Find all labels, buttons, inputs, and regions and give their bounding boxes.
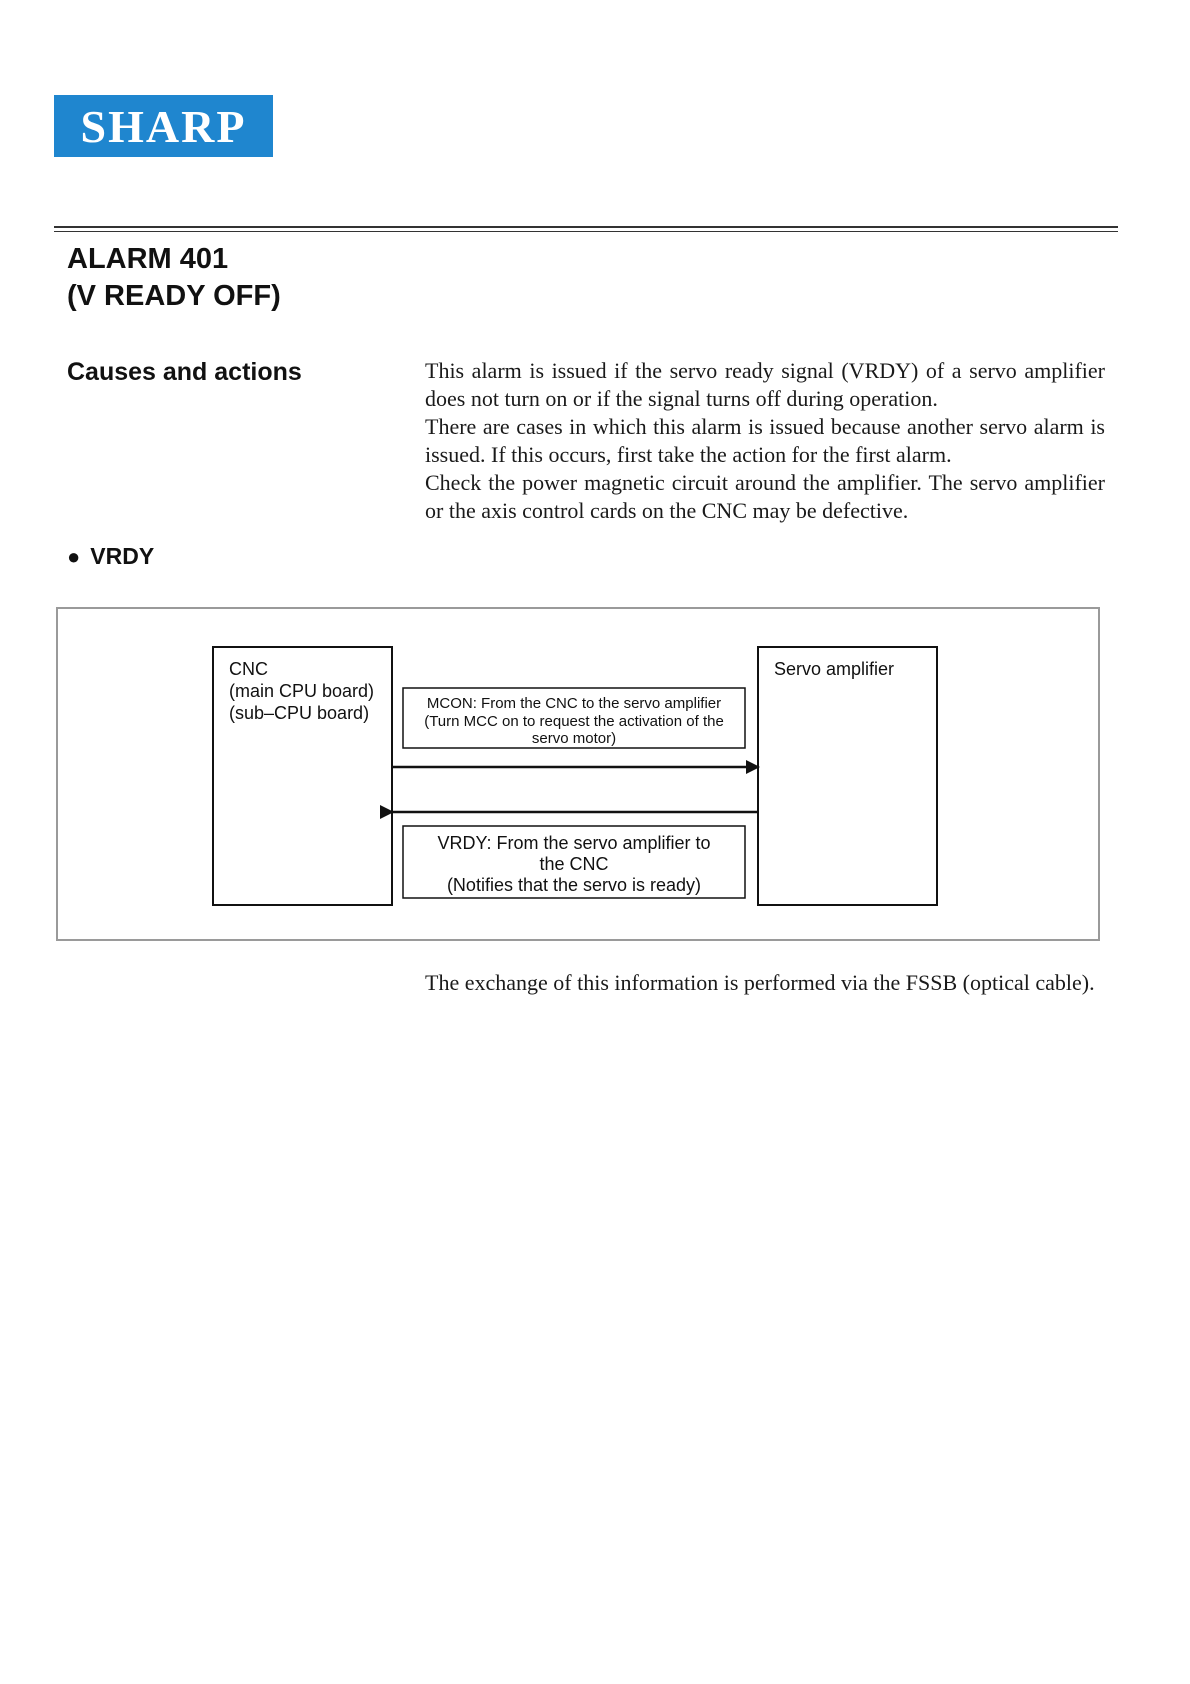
page-title [67, 241, 281, 315]
mcon-line-1: MCON: From the CNC to the servo amplifier [426, 695, 722, 712]
causes-paragraph-3: Check the power magnetic circuit around the amplifier. The servo amplifier or the axis control cards on the CNC may be defective. [425, 470, 1105, 523]
fssb-note: The exchange of this information is performed via the FSSB (optical cable). [425, 970, 1095, 995]
mcon-line-2: (Turn MCC on to request the activation of the [424, 713, 724, 730]
servo-amplifier-box [758, 647, 937, 905]
servo-amplifier-label: Servo amplifier [774, 659, 895, 679]
causes-paragraph-2: There are cases in which this alarm is issued because another servo alarm is issued. If this occurs, first take the action for the first alarm. [425, 414, 1105, 467]
header-rule [54, 226, 1118, 228]
sharp-logo: SHARP [54, 95, 273, 157]
header-rule-thin [54, 231, 1118, 232]
cnc-sub-cpu: (sub–CPU board) [229, 703, 370, 723]
vrdy-bullet [67, 543, 154, 570]
causes-heading: Causes and actions [67, 358, 302, 386]
vrdy-line-3: (Notifies that the servo is ready) [446, 875, 702, 895]
mcon-line-3: servo motor) [531, 730, 617, 747]
footer-text [425, 969, 1105, 997]
vrdy-bullet-label: VRDY [90, 543, 155, 569]
cnc-label: CNC [229, 659, 268, 679]
vrdy-line-2: the CNC [539, 854, 609, 874]
bullet-dot-icon: ● [67, 544, 81, 569]
causes-paragraph-1: This alarm is issued if the servo ready signal (VRDY) of a servo amplifier does not turn on or if the signal turns off during operation. [425, 358, 1105, 411]
signal-diagram [56, 607, 1100, 941]
vrdy-line-1: VRDY: From the servo amplifier to [437, 833, 711, 853]
cnc-main-cpu: (main CPU board) [229, 681, 375, 701]
alarm-name: (V READY OFF) [67, 280, 281, 312]
alarm-number: ALARM 401 [67, 243, 229, 275]
causes-text [425, 357, 1105, 525]
